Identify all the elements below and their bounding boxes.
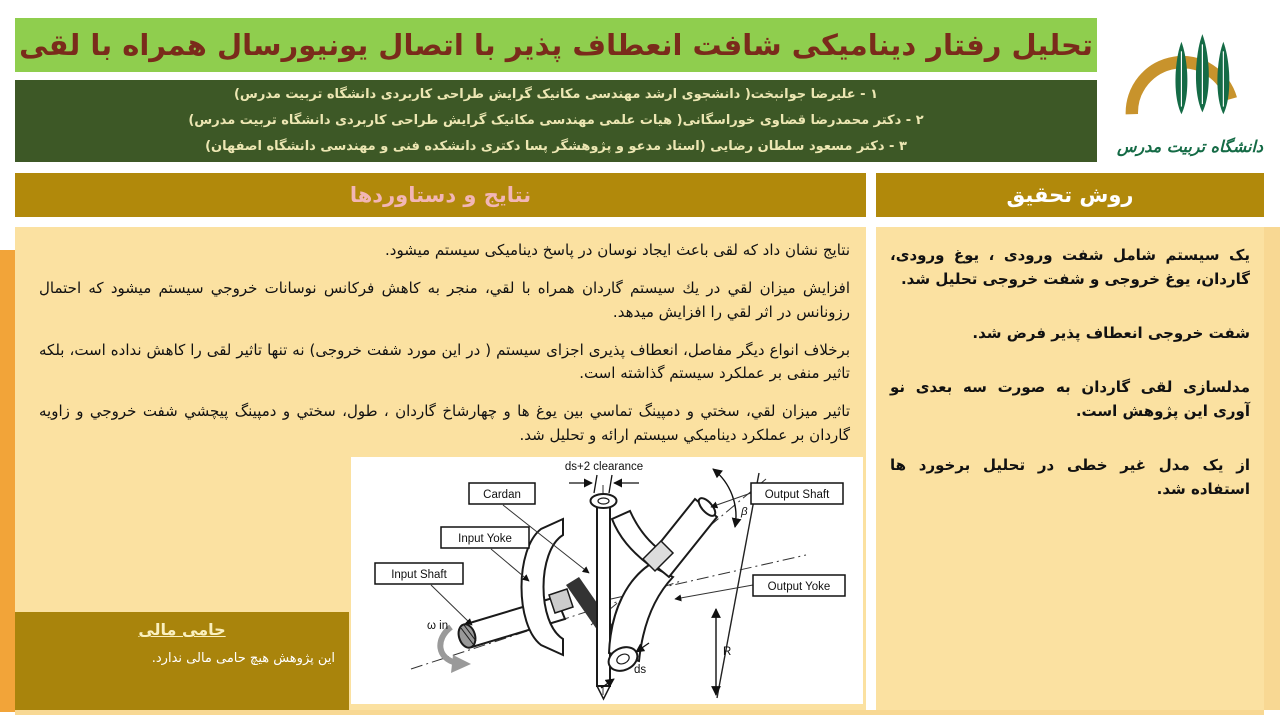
method-paragraph: شفت خروجی انعطاف پذیر فرض شد. <box>972 324 1250 342</box>
svg-text:Input Yoke: Input Yoke <box>458 533 512 545</box>
logo-cypress-trees <box>1175 34 1229 114</box>
clearance-dimension <box>569 475 639 493</box>
authors-bar <box>15 80 1097 162</box>
results-paragraph: افزایش میزان لقي در یك سیستم گاردان همراه با لقي، منجر به کاهش فرکانس نوسانات خروجي سیستم میشود که احتمال رزونانس در اثر لقي را افزایش میدهد. <box>39 279 850 321</box>
university-logo <box>1100 0 1280 172</box>
diagram-label-output-shaft <box>751 483 843 504</box>
sponsor-box <box>15 612 349 710</box>
svg-text:Output Shaft: Output Shaft <box>764 489 830 501</box>
title-bar <box>15 18 1097 72</box>
clearance-label: ds+2 clearance <box>564 461 644 473</box>
orange-right-border <box>1264 227 1280 710</box>
orange-left-border <box>0 250 15 712</box>
svg-text:Output Yoke: Output Yoke <box>767 581 831 593</box>
ds-label: ds <box>634 664 647 676</box>
method-paragraph: مدلسازی لقی گاردان به صورت سه بعدی نو آوری این پژوهش است. <box>890 378 1250 420</box>
method-panel <box>876 227 1264 710</box>
svg-text:Input Shaft: Input Shaft <box>391 569 447 581</box>
results-text-block <box>39 239 850 462</box>
results-header-title: نتایج و دستاوردها <box>349 183 532 207</box>
method-header-title: روش تحقیق <box>1006 183 1134 207</box>
method-paragraph: از یک مدل غیر خطی در تحلیل برخورد ها استفاده شد. <box>890 456 1250 498</box>
logo-text: دانشگاه تربیت مدرس <box>1116 136 1264 156</box>
university-logo-graphic <box>1115 17 1265 139</box>
svg-text:Cardan: Cardan <box>483 489 521 501</box>
method-paragraph: یک سیستم شامل شفت ورودی ، یوغ ورودی، گاردان، یوغ خروجی و شفت خروجی تحلیل شد. <box>890 246 1250 288</box>
orange-bottom-border <box>15 710 1264 715</box>
method-header-bar <box>876 173 1264 217</box>
beta-label: β <box>741 506 748 518</box>
diagram-label-cardan <box>469 483 535 504</box>
results-paragraph: تاثیر میزان لقي، سختي و دمپینگ تماسي بین یوغ ها و چهارشاخ گاردان ، طول، سختي و دمپینگ پیچشي شفت خروجي و زاویه گاردان بر عملکرد دینامیکي سیستم ارائه و تحلیل شد. <box>39 402 850 444</box>
diagram-label-input-shaft <box>375 563 463 584</box>
author-line-2: ۲ - دکتر محمدرضا قضاوی خوراسگانی( هیات علمی مهندسی مکانیک گرایش طراحی کاربردی دانشگاه تربیت مدرس) <box>188 113 924 128</box>
r-label: R <box>723 646 732 658</box>
poster-title: تحلیل رفتار دینامیکی شافت انعطاف پذیر با اتصال یونیورسال همراه با لقی <box>19 28 1093 62</box>
diagram-label-output-yoke <box>753 575 845 596</box>
author-line-1: ۱ - علیرضا جوانبخت( دانشجوی ارشد مهندسی مکانیک گرایش طراحی کاربردی دانشگاه تربیت مدرس) <box>233 87 879 102</box>
output-shaft-drawing <box>643 495 718 577</box>
results-header-bar <box>15 173 866 217</box>
method-text-block <box>890 243 1250 531</box>
results-panel <box>15 227 866 710</box>
results-paragraph: برخلاف انواع دیگر مفاصل، انعطاف پذیری اجزای سیستم ( در این مورد شفت خروجی) نه تنها تاثیر لقی را کاهش نداده است، بلکه تاثیر منفی بر عملکرد سیستم گذاشته است. <box>39 340 850 382</box>
universal-joint-diagram <box>351 457 863 704</box>
omega-in-label: ω in <box>427 620 449 632</box>
sponsor-title: حامی مالی <box>138 620 226 639</box>
diagram-label-input-yoke <box>441 527 529 548</box>
sponsor-text: این پژوهش هیچ حامی مالی ندارد. <box>151 651 335 666</box>
universal-joint-drawing <box>351 457 863 704</box>
results-paragraph: نتایج نشان داد که لقی باعث ایجاد نوسان در پاسخ دینامیکی سیستم میشود. <box>385 241 850 259</box>
author-line-3: ۳ - دکتر مسعود سلطان رضایی (استاد مدعو و پژوهشگر پسا دکتری دانشکده فنی و مهندسی دانشگاه اصفهان) <box>205 139 907 154</box>
